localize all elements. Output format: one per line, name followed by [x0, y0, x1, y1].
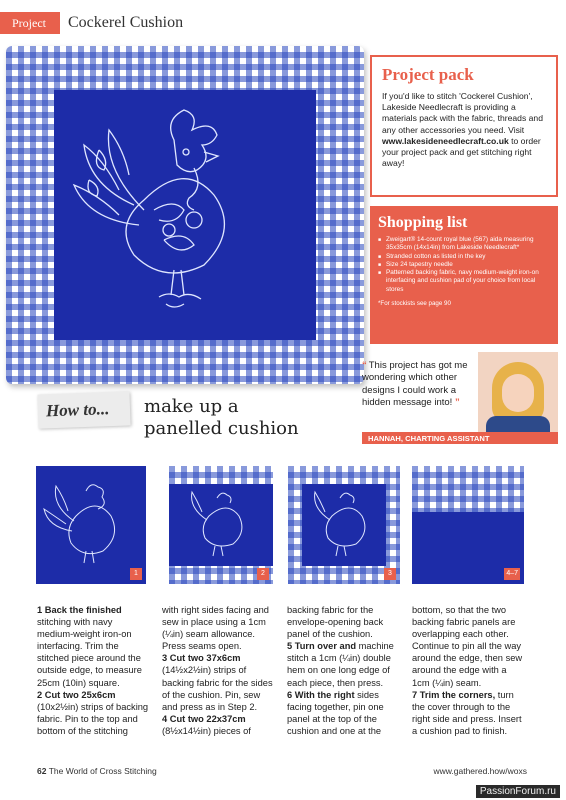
page-footer — [37, 766, 527, 780]
list-item: ■ Zweigart® 14-count royal blue (567) aida measuring 35x35cm (14x14in) from Lakeside Needlecraft* — [378, 236, 550, 253]
step-photo-4-7 — [412, 466, 524, 584]
project-pack-box — [370, 55, 558, 197]
shopping-list-title: Shopping list — [378, 214, 468, 231]
section-heading: make up a panelled cushion — [144, 396, 299, 439]
instructions-column-4: bottom, so that the two backing fabric panels are overlapping each other. Continue to pin all the way around the edge, then sew around the edge with a 1cm (¼in) seam. 7 Trim the corners, turn the cover through to the right side and press. Insert a cushion pad to finish. — [412, 605, 523, 736]
quote-mark-icon: “ — [362, 360, 367, 371]
cushion-photo — [6, 46, 364, 384]
cockerel-embroidery — [54, 90, 316, 340]
step-badge: 4–7 — [504, 568, 520, 580]
page-header — [0, 8, 566, 36]
magazine-name: The World of Cross Stitching — [48, 766, 157, 776]
step-photo-2 — [169, 466, 273, 584]
list-item: ■ Stranded cotton as listed in the key — [378, 253, 550, 261]
step-photo-3 — [288, 466, 400, 584]
portrait-photo — [478, 352, 558, 432]
instructions-column-1: 1 Back the finished stitching with navy medium-weight iron-on interfacing. Trim the stitched piece around the outside edge, to measure 25cm (10in) square. 2 Cut two 25x6cm (10x2½in) strips of backing fabric. Pin to the top and bottom of the stitching — [37, 605, 149, 736]
quote-caption: HANNAH, CHARTING ASSISTANT — [362, 432, 558, 444]
quote-text: “ This project has got me wondering which other designs I could work a hidden message into! ” — [362, 360, 468, 409]
project-pack-text: If you'd like to stitch 'Cockerel Cushion', Lakeside Needlecraft is providing a materials pack with the fabric, threads and any other accessories you need. Visit www.lakesideneedlecraft.co.uk to order your project pack and get stitching right away! — [382, 91, 543, 169]
section-tag: Project — [0, 12, 60, 34]
shopping-list-box — [370, 206, 558, 344]
footer-url[interactable]: www.gathered.how/woxs — [433, 766, 527, 776]
quote-box — [360, 352, 560, 448]
step-badge: 1 — [130, 568, 142, 580]
stockists-note: *For stockists see page 90 — [378, 300, 451, 308]
quote-close-icon: ” — [454, 397, 460, 409]
how-to-label: How to... — [37, 391, 130, 428]
blue-panel — [54, 90, 316, 340]
page-number: 62 — [37, 766, 47, 776]
shopping-list — [378, 236, 550, 294]
step-badge: 2 — [257, 568, 269, 580]
instructions-column-2: with right sides facing and sew in place using a 1cm (¼in) seam allowance. Press seams open. 3 Cut two 37x6cm (14½x2½in) strips of backing fabric for the sides of the cushion. Pin, sew and press as in Step 2. 4 Cut two 22x37cm (8½x14½in) pieces of — [162, 605, 273, 736]
project-pack-link[interactable]: www.lakesideneedlecraft.co.uk — [382, 135, 509, 146]
list-item: ■ Size 24 tapestry needle — [378, 261, 550, 269]
project-pack-title: Project pack — [382, 65, 474, 84]
instructions-column-3: backing fabric for the envelope-opening back panel of the cushion. 5 Turn over and machine stitch a 1cm (¼in) double hem on one long edge of each piece, then press. 6 With the right sides facing together, pin one panel at the top of the cushion and one at the — [287, 605, 394, 736]
page-title: Cockerel Cushion — [68, 14, 184, 31]
step-photo-1 — [36, 466, 146, 584]
cockerel-small-icon — [36, 466, 146, 584]
watermark: PassionForum.ru — [476, 785, 560, 798]
list-item: ■ Patterned backing fabric, navy medium-weight iron-on interfacing and cushion pad of your choice from local stores — [378, 269, 550, 294]
step-badge: 3 — [384, 568, 396, 580]
